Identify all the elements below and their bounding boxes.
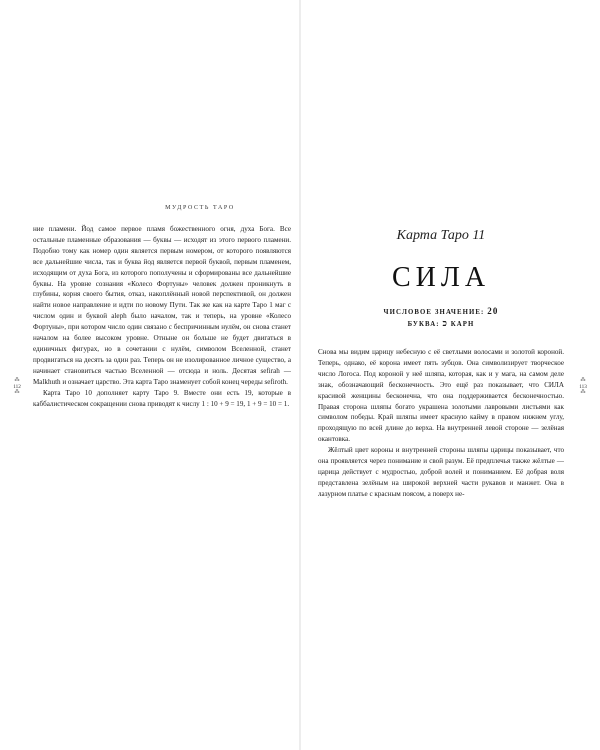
numeric-label: ЧИСЛОВОЕ ЗНАЧЕНИЕ:	[383, 309, 485, 316]
folio-ornament-icon: ⁂	[580, 390, 586, 395]
left-paragraph-2: Карта Таро 10 дополняет карту Таро 9. Вместе они есть 19, которые в каббалистическом сокращении снова приводят к числу 1 : 10 + 9 = 19, 1 + 9 = 10 = 1.	[33, 388, 291, 408]
book-gutter	[299, 0, 301, 750]
letter-line	[320, 318, 562, 328]
right-page-number	[574, 378, 592, 396]
folio-ornament-icon: ⁂	[580, 378, 586, 383]
right-paragraph-1: Снова мы видим царицу небесную с её светлыми волосами и золотой короной. Теперь, однако, её корона имеет пять зубцов. Она символизирует творческое число Логоса. Под короной у неё шляпа, которая, как и у мага, на самом деле знак, обозначающий бесконечность. Это ещё раз показывает, что СИЛА красивой женщины бесконечна, что она поддерживается бесконечностью. Правая сторона шляпы богато украшена золотыми лавровыми листьями как символом победы. Край шляпы имеет красную кайму в правом нижнем углу, проходящую по всей длине до верха. На внутренней левой стороне — зелёная окантовка.	[318, 348, 564, 444]
hebrew-letter: כ	[442, 318, 448, 328]
folio-ornament-icon: ⁂	[14, 390, 20, 395]
left-page-body	[33, 224, 291, 409]
numeric-value: 20	[487, 306, 499, 316]
chapter-title: СИЛА	[391, 262, 491, 293]
letter-label: БУКВА:	[407, 321, 440, 328]
right-paragraph-2: Жёлтый цвет короны и внутренней стороны шляпы царицы показывает, что она проявляется через понимание и свой разум. Её предплечья также жёлтые — царица действует с мудростью, доброй волей и пониманием. Её добрая воля представлена зелёным на широкой верхней части рукавов и манжет. Она в лазурном платье с красным поясом, а поверх не-	[318, 446, 564, 498]
left-paragraph-1: ние пламени. Йод самое первое пламя божественного огня, духа Бога. Все остальные пламенные образования — буквы — исходят из этого первого пламени. Подобно тому как номер один является первым номером, от которого появляются все дальнейшие числа, так и буква йод является первой буквой, первым пламенем, исходящим от духа Бога, из которого пополучены и сформированы все дальнейшие буквы. На уровне сознания «Колесо Фортуны» человек должен проникнуть в глубины, корня своего бытия, отказ, накоплённый новой перспективой, он должен найти новое направление и идти по новому Пути. Так же как на карте Таро 1 маг с числом один и буквой aleph было началом, так и теперь, на уровне «Колесо Фортуны», при котором число один связано с беспричинным нулём, он снова станет началом на более высоком уровне. Отныне он больше не будет двигаться в единичных фигурах, но в сочетании с нулём, символом Вселенной, станет продвигаться на десять за один раз. Теперь он не изолированное личное существо, а начинает становиться частью Вселенной — отсюда и ноль. Десятая sefirah — Malkhuth и означает царство. Эта карта Таро знаменует собой конец череды sefiroth.	[33, 225, 291, 386]
letter-name: КАРН	[450, 321, 475, 328]
numeric-value-line	[320, 306, 562, 316]
left-folio-text: 112	[13, 384, 21, 390]
right-page-body	[318, 347, 564, 500]
folio-ornament-icon: ⁂	[14, 378, 20, 383]
left-page-number	[8, 378, 26, 396]
right-folio-text: 113	[579, 384, 587, 390]
running-head: МУДРОСТЬ ТАРО	[165, 205, 235, 211]
card-label: Карта Таро 11	[396, 228, 486, 243]
